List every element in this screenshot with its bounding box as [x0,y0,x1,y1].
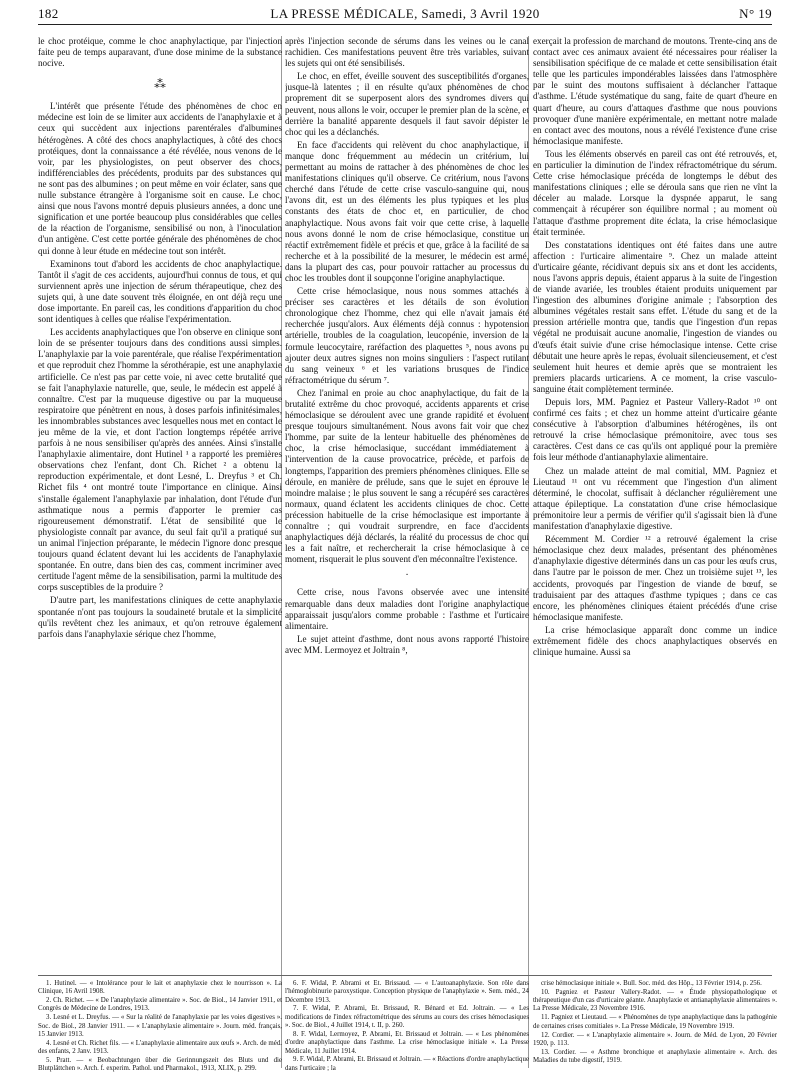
paragraph: Depuis lors, MM. Pagniez et Pasteur Vallery-Radot ¹⁰ ont confirmé ces faits ; et chez un homme atteint d'urticaire géante consécutive à l'absorption d'albumines hétérogènes, ils ont retrouvé la crise hémoclasique prémonitoire, avec tous ses caractères. C'est dans ce cas qu'ils ont appliqué pour la première fois leur méthode d'antianaphylaxie alimentaire. [533,397,777,463]
paragraph: exerçait la profession de marchand de moutons. Trente-cinq ans de contact avec ces animaux avaient été nécessaires pour réaliser la sensibilisation spécifique de ce malade et cette sensibilisation était telle que les particules impondérables laissées dans l'atmosphère par le suint des moutons suffisaient à déclancher l'attaque d'asthme. L'étude systématique du sang, faite de quart d'heure en quart d'heure, au cours d'attaques d'asthme que nous pouvions provoquer d'une manière expérimentale, en mettant notre malade en contact avec des moutons, nous a révélé l'existence d'une crise hémoclasique manifeste. [533,36,777,146]
paragraph: Examinons tout d'abord les accidents de choc anaphylactique. Tantôt il s'agit de ces accidents, aujourd'hui connus de tous, et qui surviennent après une injection de sérum thérapeutique, chez des sujets qui, à une date souvent très éloignée, en ont déjà reçu une dose importante. En pareil cas, les conditions d'apparition du choc sont identiques à celles que réalise l'expérimentation. [38,258,282,325]
paragraph: Le choc, en effet, éveille souvent des susceptibilités d'organes, jusque-là latentes ; il en résulte qu'aux phénomènes de choc proprement dit se superposent alors des syndromes divers qui peuvent, nous allons le voir, occuper le premier plan de la scène, et derrière la banalité apparente desquels il faut savoir dépister le choc qui les a déclanchés. [285,71,529,137]
section-dot: · [405,570,409,582]
paragraph: En face d'accidents qui relèvent du choc anaphylactique, il manque donc fréquemment au médecin un critérium, lui permettant au moins de rattacher à des phénomènes de choc les manifestations cliniques qu'il observe. Ce critérium, nous l'avons cherché dans l'étude de cette crise vasculo-sanguine qui, nous l'avons dit, est un des éléments les plus typiques et les plus constants des états de choc et, en particulier, de choc anaphylactique. Nous avons fait voir que cette crise, à laquelle nous avons donné le nom de crise hémoclasique, constitue un réactif extrêmement fidèle et précis et que, grâce à la facilité de sa recherche et à la possibilité de la mesurer, le médecin est armé, dans la plupart des cas, pour pouvoir rattacher au processus du choc les troubles dont il soupçonne l'origine anaphylactique. [285,139,529,283]
paragraph: Chez un malade atteint de mal comitial, MM. Pagniez et Lieutaud ¹¹ ont vu récemment que l'ingestion d'un aliment déterminé, le chocolat, suffisait à déclancher régulièrement une attaque épileptique. La constatation d'une crise hémoclasique prémonitoire leur a permis de vérifier qu'il s'agissait bien là d'une manifestation d'anaphylaxie digestive. [533,465,777,532]
footnote: 11. Pagniez et Lieutaud. — « Phénomènes de type anaphylactique dans la pathogénie de certaines crises comitiales ». La Presse Médicale, 19 Novembre 1919. [533,1014,777,1030]
paragraph: Récemment M. Cordier ¹² a retrouvé également la crise hémoclasique chez deux malades, présentant des phénomènes d'anaphylaxie digestive déterminés dans un cas pour les œufs crus, dans l'autre par le poisson de mer. Chez un troisième sujet ¹³, les accidents, provoqués par l'ingestion de viande de bœuf, se traduisaient par des attaques d'asthme typiques ; dans ce cas encore, les phénomènes cliniques étaient précédés d'une crise hémoclasique manifeste. [533,534,777,622]
paragraph: La crise hémoclasique apparaît donc comme un indice extrêmement fidèle des chocs anaphylactiques observés en clinique humaine. Aussi sa [533,624,777,658]
text-column-2 [285,36,529,972]
footnote: 10. Pagniez et Pasteur Vallery-Radot. — « Étude physiopathologique et thérapeutique d'un cas d'urticaire géante. Anaphylaxie et antianaphylaxie alimentaires ». La Presse Médicale, 23 Novembre 1916. [533,988,777,1013]
paragraph: après l'injection seconde de sérums dans les veines ou le canal rachidien. Ces manifestations peuvent être très variables, suivant les sujets qui ont été sensibilisés. [285,36,529,69]
text-column-3 [533,36,777,972]
paragraph: Chez l'animal en proie au choc anaphylactique, du fait de la brutalité extrême du choc provoqué, accidents apparents et crise hémoclasique se déroulent avec une grande rapidité et évoluent presque toujours simultanément. Nous avons fait voir que chez l'homme, par suite de la lenteur habituelle des phénomènes de choc, la crise hémoclasique, succédant immédiatement à l'intervention de la cause provocatrice, précède, et parfois de longtemps, l'apparition des premiers phénomènes cliniques. Elle se déroule, en manière de prélude, sans que le sujet en éprouve le moindre malaise ; le plus souvent le sang a récupéré ses caractères normaux, quand éclatent les accidents cliniques de choc. Cette précession habituelle de la crise hémoclasique est importante à connaître ; qui voudrait surprendre, en face d'accidents anaphylactiques déjà déclarés, la réalité du processus de choc qui les a fait naître, et rechercherait la crise hémoclasique à ce moment, risquerait le plus souvent d'en méconnaître l'existence. [285,387,529,565]
text-column-1 [38,36,282,972]
footnote: 12. Cordier. — « L'anaphylaxie alimentaire ». Journ. de Méd. de Lyon, 20 Février 1920, p. 113. [533,1031,777,1047]
journal-title: LA PRESSE MÉDICALE, Samedi, 3 Avril 1920 [270,6,540,21]
footnotes-column-2 [285,980,529,1078]
footnote: 8. F. Widal, Lermoyez, P. Abrami, Et. Brissaud et Joltrain. — « Les phénomènes d'ordre anaphylactique dans l'asthme. La crise hémoclasique initiale ». La Presse Médicale, 11 Juillet 1914. [285,1030,529,1055]
page-number: 182 [38,6,59,21]
paragraph: Cette crise hémoclasique, nous nous sommes attachés à préciser ses caractères et les détails de son évolution chronologique chez l'homme, chez qui elle n'avait jamais été recherchée jusqu'alors. Aux éléments déjà connus : hypotension artérielle, troubles de la coagulation, leucopénie, inversion de la formule leucocytaire, raréfaction des plaquettes ⁵, nous avons pu ajouter deux autres signes non moins singuliers : l'aspect rutilant du sang veineux ⁶ et les variations brusques de l'indice réfractométrique du sérum ⁷. [285,286,529,385]
paragraph: D'autre part, les manifestations cliniques de cette anaphylaxie spontanée n'ont pas toujours la soudaineté brutale et la simplicité qu'ils revêtent chez les animaux, et qu'on retrouve également parfois dans l'anaphylaxie sérique chez l'homme, [38,595,282,639]
paragraph: Cette crise, nous l'avons observée avec une intensité remarquable dans deux maladies dont l'origine anaphylactique apparaissait jusqu'alors comme probable : l'asthme et l'urticaire alimentaire. [285,587,529,631]
footnote-rule [38,975,772,976]
footnote: 4. Lesné et Ch. Richet fils. — « L'anaphylaxie alimentaire aux œufs ». Arch. de méd. des enfants, 2 Janv. 1913. [38,1039,282,1056]
footnote: 6. F. Widal, P. Abrami et Et. Brissaud. — « L'autoanaphylaxie. Son rôle dans l'hémoglobinurie paroxystique. Conception physique de l'anaphylaxie ». Sem. méd., 24 Décembre 1913. [285,980,529,1004]
page-header [38,6,772,26]
footnote: 3. Lesné et L. Dreyfus. — « Sur la réalité de l'anaphylaxie par les voies digestives ». Soc. de Biol., 28 Janvier 1911. — « L'anaphylaxie alimentaire ». Journ. méd. français, 15 Janvier 1913. [38,1014,282,1038]
footnotes-column-3 [533,980,777,1078]
footnote: 13. Cordier. — « Asthme bronchique et anaphylaxie alimentaire ». Arch. des Maladies du tube digestif, 1919. [533,1048,777,1065]
issue-number: N° 19 [739,6,772,21]
section-asterism: ⁂ [154,77,166,92]
footnote: crise hémoclasique initiale ». Bull. Soc. méd. des Hôp., 13 Février 1914, p. 256. [541,980,762,987]
paragraph: Les accidents anaphylactiques que l'on observe en clinique sont loin de se présenter toujours dans des conditions aussi simples. L'anaphylaxie par la voie parentérale, que réalise l'expérimentation et que reproduit chez l'homme la sérothérapie, est une anaphylaxie artificielle. Ce n'est pas par cette voie, ni avec cette brutalité que se fait l'anaphylaxie naturelle, que, seule, le médecin est appelé à connaître. C'est par la muqueuse digestive ou par la muqueuse respiratoire que pénètrent en nous, à doses parfois infinitésimales, les innombrables substances avec lesquelles nous met en contact le jeu même de la vie, et dont l'action longtemps répétée arrive parfois à ne nous sensibiliser qu'après des années. Ainsi s'installe l'anaphylaxie alimentaire, dont Hutinel ¹ a rapporté les premières observations chez l'enfant, dont Ch. Richet ² a obtenu la reproduction expérimentale, et dont Lesné, L. Dreyfus ³ et Ch. Richet fils ⁴ ont montré toute l'importance en clinique. Ainsi s'installe également l'anaphylaxie par inhalation, dont l'étude d'un asthmatique nous a permis d'apporter le premier cas rigoureusement démonstratif. L'état de sensibilité que le physiologiste connaît par avance, du seul fait qu'il a pratiqué sur un animal l'injection préparante, le médecin l'ignore donc presque toujours quand éclatent devant lui les accidents de l'anaphylaxie spontanée. En outre, dans bien des cas, comment incriminer avec certitude l'agent même de la sensibilisation, parmi la multitude des corps susceptibles de la produire ? [38,327,282,593]
footnotes-column-1 [38,980,282,1078]
footnote: 9. F. Widal, P. Abrami, Et. Brissaud et Joltrain. — « Réactions d'ordre anaphylactique dans l'urticaire ; la [285,1056,529,1072]
footnote: 2. Ch. Richet. — « De l'anaphylaxie alimentaire ». Soc. de Biol., 14 Janvier 1911, et Congrès de Médecine de Londres, 1913. [38,997,282,1013]
paragraph: Le sujet atteint d'asthme, dont nous avons rapporté l'histoire avec MM. Lermoyez et Joltrain ⁸, [285,633,529,655]
header-rule [38,24,772,25]
paragraph: Tous les éléments observés en pareil cas ont été retrouvés, et, en particulier la diminution de l'index réfractométrique du sérum. Cette crise hémoclasique précéda de longtemps le début des manifestations cliniques ; elle se déroula sans que rien ne vînt la déceler au malade. Lorsque la dyspnée apparut, le sang commençait à récupérer son équilibre normal ; au moment où l'attaque d'asthme proprement dite éclata, la crise hémoclasique était terminée. [533,148,777,237]
paragraph: le choc protéique, comme le choc anaphylactique, par l'injection faite peu de temps auparavant, d'une dose minime de la substance nocive. [38,36,282,69]
paragraph: Des constatations identiques ont été faites dans une autre affection : l'urticaire alimentaire ⁹. Chez un malade atteint d'urticaire géante, récidivant depuis six ans et dont les accidents, nous l'avons appris depuis, étaient apparus à la suite de l'ingestion de viande avariée, les troubles étaient produits uniquement par l'ingestion des albumines d'origine animale ; l'absorption des albumines végétales restait sans effet. L'étude du sang et de la pression artérielle montra que, tandis que l'ingestion d'un repas végétal ne produisait aucune anomalie, l'ingestion de viandes ou d'œufs était suivie d'une crise hémoclasique intense. Cette crise débutait une heure après le repas, évoluait silencieusement, et c'est seulement huit heures et demie après que se montraient les premiers placards urticariens. A ce moment, la crise vasculo-sanguine était complètement terminée. [533,239,777,394]
paragraph: L'intérêt que présente l'étude des phénomènes de choc en médecine est loin de se limiter aux accidents de l'anaphylaxie et à ceux qui succèdent aux injections parentérales d'albumines hétérogènes. A côté des chocs anaphylactiques, à côté des chocs protéiques, dont la connaissance a été révélée, nous venons de le voir, par les physiologistes, on peut observer des chocs, indifférenciables des précédents, produits par des substances qui ne sont pas des albumines ; on peut même en voir éclater, sans que nulle substance étrangère à l'organisme soit en cause. Le choc, ainsi que nous l'avons montré depuis plusieurs années, a donc une signification et une portée beaucoup plus considérables que celles de la réaction de l'organisme, sensibilisé ou non, à l'inoculation d'un antigène. C'est cette portée générale des phénomènes de choc qui donne à leur étude en médecine tout son intérêt. [38,101,282,256]
footnote: 1. Hutinel. — « Intolérance pour le lait et anaphylaxie chez le nourrisson ». La Clinique, 16 Avril 1908. [38,980,282,996]
footnote: 5. Pratt. — « Beobachtungen über die Gerinnungszeit des Bluts und die Blutplättchen ». Arch. f. experim. Pathol. und Pharmakol., 1913, XLIX, p. 299. [38,1057,282,1073]
footnote: 7. F. Widal, P. Abrami, Et. Brissaud, R. Bénard et Ed. Joltrain. — « Les modifications de l'index réfractométrique des sérums au cours des crises hémoclasiques ». Soc. de Biol., 4 Juillet 1914, t. II, p. 260. [285,1005,529,1030]
